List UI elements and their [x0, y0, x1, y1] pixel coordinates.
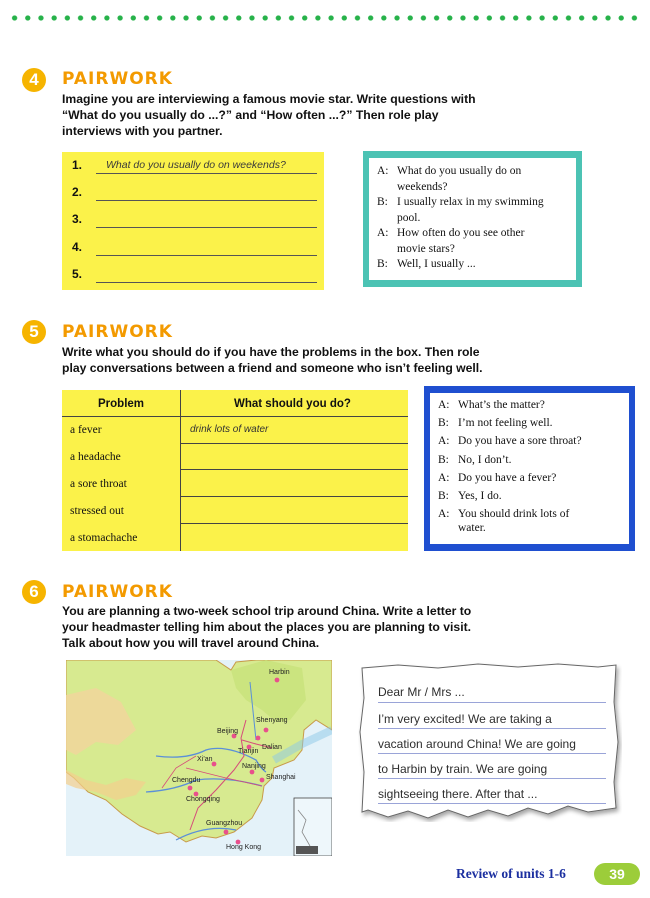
dialogue-text: You should drink lots of: [458, 508, 570, 521]
example-dialogue-box: [424, 386, 635, 551]
letter-line-text: I’m very excited! We are taking a: [378, 712, 552, 726]
question-text: What do you usually do on weekends?: [106, 159, 286, 171]
dialogue-text: pool.: [397, 211, 421, 224]
instruction-line: interviews with you partner.: [62, 124, 223, 138]
city-label: Beijing: [217, 728, 239, 735]
speaker: A:: [438, 435, 450, 448]
city-label: Shanghai: [266, 774, 296, 781]
dialogue-line: [438, 396, 625, 414]
city-label: Shenyang: [256, 717, 288, 724]
instruction-line: Write what you should do if you have the problems in the box. Then role: [62, 345, 480, 359]
question-number: 2.: [72, 185, 83, 199]
letter-line-text: to Harbin by train. We are going: [378, 762, 548, 776]
instruction-line: Imagine you are interviewing a famous movie star. Write questions with: [62, 92, 476, 106]
dialogue: [369, 158, 576, 280]
section-6-title: PAIRWORK: [62, 582, 173, 602]
section-4-instructions: [62, 91, 476, 139]
answer-line[interactable]: [96, 237, 317, 256]
dialogue-text: movie stars?: [397, 242, 455, 255]
row-divider: [180, 443, 408, 444]
question-number: 5.: [72, 267, 83, 281]
row-divider: [62, 416, 408, 417]
section-5-instructions: [62, 344, 483, 376]
dialogue-line: [438, 432, 625, 450]
city-label: Chongqing: [186, 796, 220, 803]
dialogue-text: How often do you see other: [397, 227, 525, 239]
dialogue-line: [377, 195, 572, 226]
question-number: 4.: [72, 240, 83, 254]
dialogue-text: What’s the matter?: [458, 399, 545, 411]
dotted-border: [8, 14, 644, 22]
dialogue-line: [438, 507, 625, 535]
table-cell-problem: a stomachache: [70, 532, 138, 544]
speaker: B:: [438, 490, 449, 503]
header-problem: Problem: [98, 398, 145, 410]
table-cell-problem: a sore throat: [70, 478, 127, 490]
questions-panel: [62, 152, 324, 290]
letter-line-text: vacation around China! We are going: [378, 737, 576, 751]
section-5-title: PAIRWORK: [62, 322, 173, 342]
footer-title: Review of units 1-6: [456, 866, 566, 881]
question-row: [72, 154, 317, 174]
instruction-line: Talk about how you will travel around China.: [62, 636, 320, 650]
city-label: Tianjin: [238, 748, 259, 755]
speaker: B:: [377, 196, 388, 208]
column-divider: [180, 390, 181, 551]
instruction-line: “What do you usually do ...?” and “How often ...?” Then role play: [62, 108, 439, 122]
letter-line-text: Dear Mr / Mrs ...: [378, 685, 465, 699]
speaker: B:: [438, 453, 449, 466]
city-label: Guangzhou: [206, 820, 243, 827]
table-cell-advice[interactable]: drink lots of water: [190, 424, 269, 435]
table-cell-problem: a headache: [70, 451, 121, 463]
question-row: [72, 236, 317, 256]
china-map: [66, 660, 332, 856]
dialogue-text: weekends?: [397, 180, 448, 193]
letter-line-text: sightseeing there. After that ...: [378, 787, 538, 801]
city-label: Xi’an: [197, 756, 213, 763]
dialogue-text: I usually relax in my swimming: [397, 196, 544, 208]
letter-paper: [358, 662, 622, 822]
question-number: 3.: [72, 212, 83, 226]
city-label: Hong Kong: [226, 844, 262, 851]
row-divider: [180, 523, 408, 524]
speaker: B:: [377, 258, 388, 270]
section-6-instructions: [62, 603, 471, 651]
dialogue-line: [377, 164, 572, 195]
answer-line[interactable]: [96, 182, 317, 201]
dialogue-text: Well, I usually ...: [397, 258, 476, 270]
speaker: A:: [438, 471, 450, 484]
instruction-line: your headmaster telling him about the places you are planning to visit.: [62, 620, 472, 634]
instruction-line: play conversations between a friend and someone who isn’t feeling well.: [62, 361, 483, 375]
question-number: 1.: [72, 158, 83, 172]
row-divider: [180, 469, 408, 470]
city-label: Dalian: [262, 744, 282, 751]
dialogue-line: [377, 257, 572, 273]
speaker: A:: [438, 399, 450, 411]
header-advice: What should you do?: [234, 398, 351, 410]
section-4-number: 4: [22, 68, 46, 92]
speaker: B:: [438, 417, 449, 430]
problems-table: [62, 390, 408, 551]
speaker: A:: [438, 508, 450, 521]
dialogue-line: [438, 451, 625, 469]
dialogue-text: Do you have a sore throat?: [458, 435, 582, 448]
table-cell-problem: a fever: [70, 424, 102, 436]
section-6-number: 6: [22, 580, 46, 604]
answer-line[interactable]: [96, 264, 317, 283]
city-label: Chengdu: [172, 777, 201, 784]
example-dialogue-box: [363, 151, 582, 287]
speaker: A:: [377, 227, 389, 239]
dialogue: [430, 393, 629, 544]
row-divider: [180, 496, 408, 497]
dialogue-line: [377, 226, 572, 257]
question-row: [72, 181, 317, 201]
city-label: Harbin: [269, 669, 290, 676]
dialogue-text: Yes, I do.: [458, 490, 502, 503]
answer-line[interactable]: [96, 209, 317, 228]
section-4-title: PAIRWORK: [62, 69, 173, 89]
table-cell-problem: stressed out: [70, 505, 124, 517]
dialogue-text: I’m not feeling well.: [458, 417, 553, 430]
city-label: Nanjing: [242, 763, 266, 770]
dialogue-text: water.: [458, 522, 486, 535]
dialogue-text: Do you have a fever?: [458, 471, 557, 484]
section-5-number: 5: [22, 320, 46, 344]
question-row: [72, 263, 317, 283]
dialogue-line: [438, 487, 625, 505]
instruction-line: You are planning a two-week school trip around China. Write a letter to: [62, 604, 472, 618]
dialogue-line: [438, 469, 625, 487]
page-number-badge: 39: [594, 863, 640, 885]
dialogue-line: [438, 414, 625, 432]
dialogue-text: No, I don’t.: [458, 453, 512, 466]
dialogue-text: What do you usually do on: [397, 165, 522, 177]
speaker: A:: [377, 165, 389, 177]
question-row: [72, 208, 317, 228]
